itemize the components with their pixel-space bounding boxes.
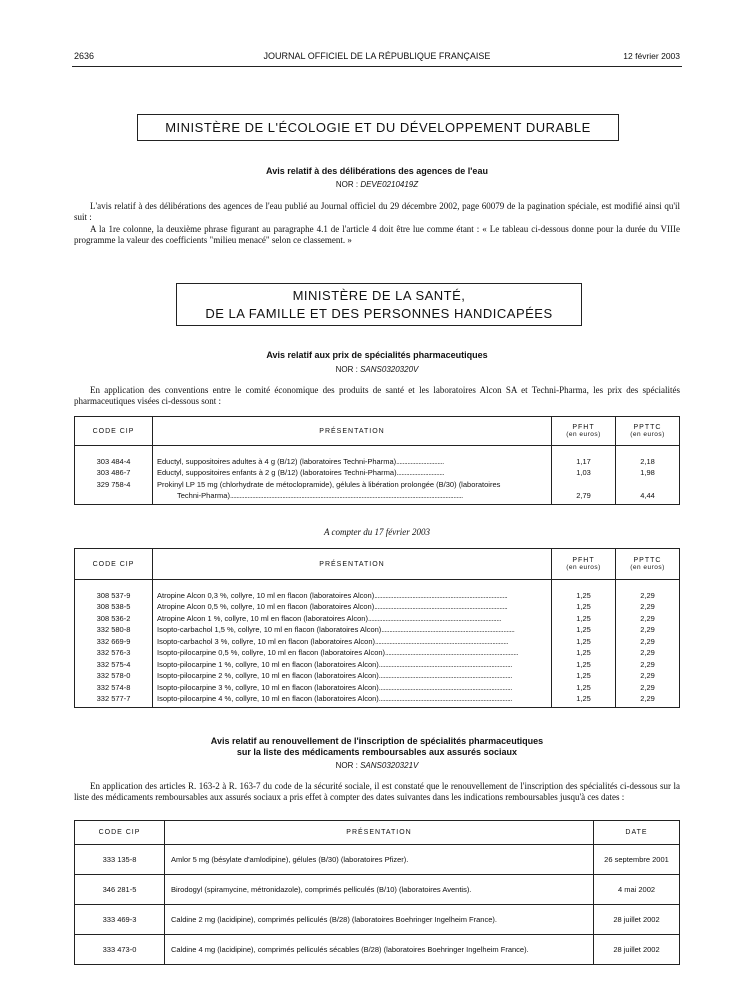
table-row — [75, 935, 680, 965]
section1-paragraph-2: A la 1re colonne, la deuxième phrase figurant au paragraphe 4.1 de l'article 4 doit être lue comme étant : « Le tableau ci-dessous donne pour la durée du VIIIe programme la valeur des coefficients "milieu menacé" selon ce classement. » — [74, 224, 680, 245]
cell-pfht: 1,25 — [552, 682, 616, 694]
cell-ppttc: 2,18 — [616, 456, 680, 468]
ministry-sante-line-1: MINISTÈRE DE LA SANTÉ, — [292, 288, 466, 303]
cell-ppttc: 2,29 — [616, 693, 680, 705]
table-row — [75, 875, 680, 905]
cell-pfht: 1,25 — [552, 624, 616, 636]
cell-ppttc: 2,29 — [616, 601, 680, 613]
cell-presentation-cont: Techni-Pharma)................................................................................................................................................... — [153, 490, 552, 504]
renewal-table — [74, 820, 680, 965]
cell-pfht: 1,25 — [552, 613, 616, 625]
cell-code: 303 484-4 — [75, 456, 153, 468]
table-row — [75, 624, 680, 636]
cell-code: 308 537-9 — [75, 590, 153, 602]
cell-presentation: Isopto-pilocarpine 1 %, collyre, 10 ml en flacon (laboratoires Alcon).................................................................................... — [153, 659, 552, 671]
cell-code: 308 538-5 — [75, 601, 153, 613]
table-row — [75, 845, 680, 875]
nor-line-2 — [72, 365, 682, 374]
cell-code: 333 469-3 — [75, 905, 165, 935]
price-table-1 — [74, 416, 680, 505]
table-row — [75, 647, 680, 659]
cell-pfht: 2,79 — [552, 490, 616, 504]
col-presentation: PRÉSENTATION — [153, 549, 552, 580]
ministry-sante-box — [176, 283, 582, 326]
col-presentation: PRÉSENTATION — [165, 821, 594, 845]
ministry-ecologie-box: MINISTÈRE DE L'ÉCOLOGIE ET DU DÉVELOPPEMENT DURABLE — [137, 114, 619, 141]
cell-pfht: 1,17 — [552, 456, 616, 468]
cell-presentation: Birodogyl (spiramycine, métronidazole), comprimés pelliculés (B/10) (laboratoires Aventis). — [165, 875, 594, 905]
cell-ppttc: 2,29 — [616, 613, 680, 625]
cell-presentation: Isopto-pilocarpine 4 %, collyre, 10 ml en flacon (laboratoires Alcon).................................................................................... — [153, 693, 552, 705]
cell-code: 332 575-4 — [75, 659, 153, 671]
cell-ppttc: 1,98 — [616, 467, 680, 479]
table-row — [75, 456, 680, 468]
col-date: DATE — [594, 821, 680, 845]
cell-date: 26 septembre 2001 — [594, 845, 680, 875]
col-ppttc: PPTTC (en euros) — [616, 549, 680, 580]
cell-presentation: Atropine Alcon 1 %, collyre, 10 ml en flacon (laboratoires Alcon).................................................................................... — [153, 613, 552, 625]
cell-presentation: Atropine Alcon 0,3 %, collyre, 10 ml en flacon (laboratoires Alcon).................................................................................... — [153, 590, 552, 602]
journal-title: JOURNAL OFFICIEL DE LA RÉPUBLIQUE FRANÇAISE — [263, 51, 491, 61]
cell-code: 332 580-8 — [75, 624, 153, 636]
avis-title-line-2: sur la liste des médicaments remboursables aux assurés sociaux — [236, 747, 518, 757]
cell-code: 332 576-3 — [75, 647, 153, 659]
cell-code: 333 135-8 — [75, 845, 165, 875]
section3-paragraph-1: En application des articles R. 163-2 à R. 163-7 du code de la sécurité sociale, il est constaté que le renouvellement de l'inscription des spécialités ci-dessous sur la liste des médicaments remboursables aux assurés sociaux a pris effet à compter des dates suivantes dans les indications remboursables jusqu'à ces dates : — [74, 781, 680, 802]
nor-line-1 — [72, 180, 682, 189]
cell-ppttc: 2,29 — [616, 636, 680, 648]
cell-presentation: Isopto-carbachol 3 %, collyre, 10 ml en flacon (laboratoires Alcon).................................................................................... — [153, 636, 552, 648]
cell-code: 329 758-4 — [75, 479, 153, 491]
cell-presentation: Isopto-pilocarpine 3 %, collyre, 10 ml en flacon (laboratoires Alcon).................................................................................... — [153, 682, 552, 694]
table-row — [75, 590, 680, 602]
cell-pfht: 1,25 — [552, 601, 616, 613]
col-code-cip: CODE CIP — [75, 821, 165, 845]
table-row — [75, 659, 680, 671]
cell-presentation: Prokinyl LP 15 mg (chlorhydrate de métoclopramide), gélules à libération prolongée (B/30) (laboratoires — [153, 479, 552, 491]
cell-code: 303 486-7 — [75, 467, 153, 479]
ministry-sante-line-2: DE LA FAMILLE ET DES PERSONNES HANDICAPÉES — [205, 306, 553, 321]
cell-pfht: 1,25 — [552, 590, 616, 602]
cell-code: 332 578-0 — [75, 670, 153, 682]
cell-pfht: 1,03 — [552, 467, 616, 479]
nor-code: DEVE0210419Z — [360, 180, 419, 189]
table-row-continued — [75, 490, 680, 504]
section1-paragraph-1: L'avis relatif à des délibérations des agences de l'eau publié au Journal officiel du 29 décembre 2002, page 60079 de la pagination spéciale, est modifié ainsi qu'il suit : — [74, 201, 680, 222]
cell-ppttc: 4,44 — [616, 490, 680, 504]
section2-paragraph-1: En application des conventions entre le comité économique des produits de santé et les laboratoires Alcon SA et Techni-Pharma, les prix des spécialités pharmaceutiques visées ci-dessous sont : — [74, 385, 680, 406]
cell-ppttc: 2,29 — [616, 670, 680, 682]
cell-pfht: 1,25 — [552, 693, 616, 705]
cell-presentation: Amlor 5 mg (bésylate d'amlodipine), gélules (B/30) (laboratoires Pfizer). — [165, 845, 594, 875]
cell-pfht: 1,25 — [552, 636, 616, 648]
price-table-2 — [74, 548, 680, 708]
nor-label: NOR : — [335, 761, 361, 770]
cell-presentation: Eductyl, suppositoires enfants à 2 g (B/12) (laboratoires Techni-Pharma).............................. — [153, 467, 552, 479]
cell-code: 332 577-7 — [75, 693, 153, 705]
avis-title-renouvellement — [72, 736, 682, 758]
table-row — [75, 479, 680, 491]
header-rule — [72, 66, 682, 67]
col-ppttc: PPTTC (en euros) — [616, 417, 680, 446]
page-header — [74, 51, 680, 63]
cell-presentation: Eductyl, suppositoires adultes à 4 g (B/12) (laboratoires Techni-Pharma).............................. — [153, 456, 552, 468]
cell-presentation: Isopto-carbachol 1,5 %, collyre, 10 ml en flacon (laboratoires Alcon).................................................................................... — [153, 624, 552, 636]
avis-title-agences: Avis relatif à des délibérations des agences de l'eau — [266, 166, 488, 176]
cell-pfht: 1,25 — [552, 670, 616, 682]
cell-presentation: Caldine 2 mg (lacidipine), comprimés pelliculés (B/28) (laboratoires Boehringer Ingelheim France). — [165, 905, 594, 935]
cell-presentation: Isopto-pilocarpine 0,5 %, collyre, 10 ml en flacon (laboratoires Alcon).................................................................................... — [153, 647, 552, 659]
col-code-cip: CODE CIP — [75, 417, 153, 446]
cell-ppttc: 2,29 — [616, 647, 680, 659]
table-row — [75, 670, 680, 682]
table-row — [75, 693, 680, 705]
col-presentation: PRÉSENTATION — [153, 417, 552, 446]
nor-label: NOR : — [335, 180, 361, 189]
table-row — [75, 636, 680, 648]
col-pfht: PFHT (en euros) — [552, 549, 616, 580]
table-row — [75, 613, 680, 625]
table-row — [75, 682, 680, 694]
cell-presentation: Isopto-pilocarpine 2 %, collyre, 10 ml en flacon (laboratoires Alcon).................................................................................... — [153, 670, 552, 682]
cell-code: 332 574-8 — [75, 682, 153, 694]
cell-code: 346 281-5 — [75, 875, 165, 905]
cell-date: 28 juillet 2002 — [594, 905, 680, 935]
cell-date: 28 juillet 2002 — [594, 935, 680, 965]
nor-line-3 — [72, 761, 682, 770]
cell-ppttc: 2,29 — [616, 624, 680, 636]
table-row — [75, 601, 680, 613]
cell-pfht: 1,25 — [552, 647, 616, 659]
cell-date: 4 mai 2002 — [594, 875, 680, 905]
cell-pfht: 1,25 — [552, 659, 616, 671]
table-row — [75, 467, 680, 479]
nor-code: SANS0320320V — [360, 365, 419, 374]
cell-code: 333 473-0 — [75, 935, 165, 965]
cell-code: 308 536-2 — [75, 613, 153, 625]
avis-title-prix: Avis relatif aux prix de spécialités pharmaceutiques — [266, 350, 488, 360]
table-row — [75, 905, 680, 935]
publication-date: 12 février 2003 — [623, 51, 680, 61]
cell-ppttc: 2,29 — [616, 682, 680, 694]
avis-title-line-1: Avis relatif au renouvellement de l'inscription de spécialités pharmaceutiques — [210, 736, 544, 746]
nor-code: SANS0320321V — [360, 761, 419, 770]
date-caption: A compter du 17 février 2003 — [323, 527, 431, 537]
cell-ppttc: 2,29 — [616, 590, 680, 602]
nor-label: NOR : — [335, 365, 361, 374]
cell-presentation: Atropine Alcon 0,5 %, collyre, 10 ml en flacon (laboratoires Alcon).................................................................................... — [153, 601, 552, 613]
col-pfht: PFHT (en euros) — [552, 417, 616, 446]
cell-ppttc: 2,29 — [616, 659, 680, 671]
col-code-cip: CODE CIP — [75, 549, 153, 580]
cell-presentation: Caldine 4 mg (lacidipine), comprimés pelliculés sécables (B/28) (laboratoires Boehringer Ingelheim France). — [165, 935, 594, 965]
page-number: 2636 — [74, 51, 95, 61]
cell-code: 332 669-9 — [75, 636, 153, 648]
